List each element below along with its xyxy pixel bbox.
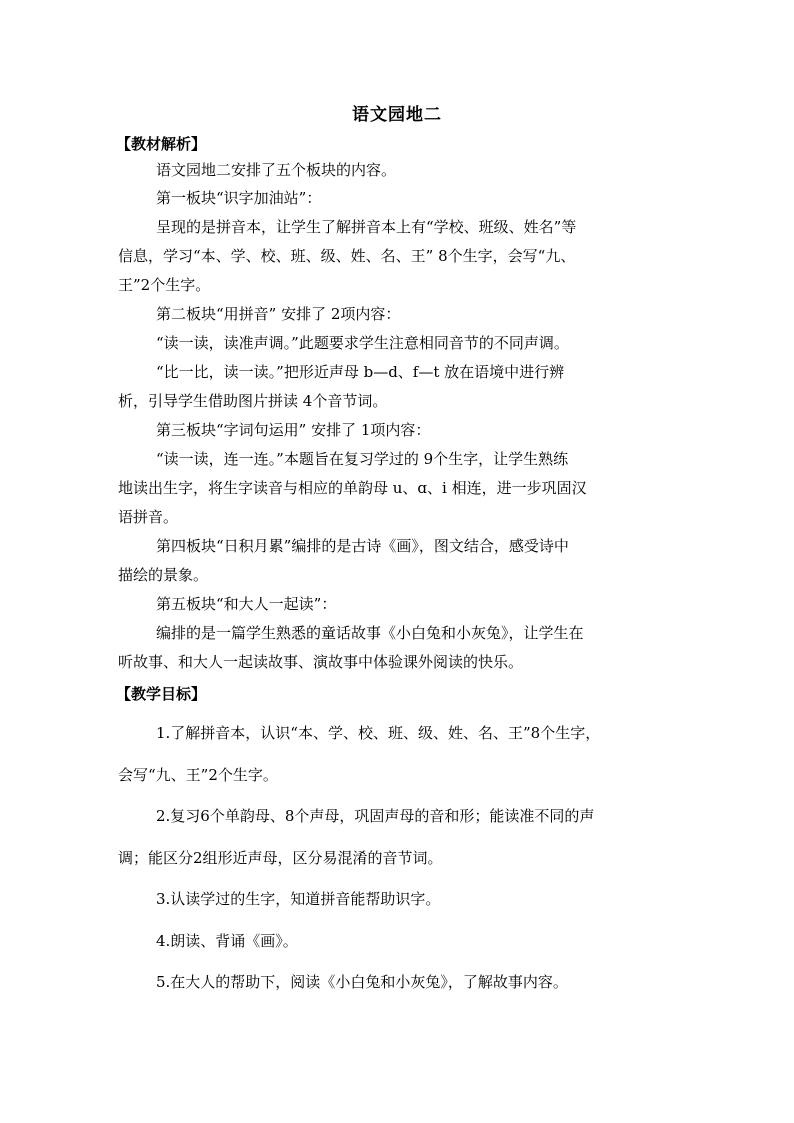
- section-heading-objectives: 【教学目标】: [116, 685, 207, 703]
- paragraph-line: 第四板块“日积月累”编排的是古诗《画》，图文结合，感受诗中: [156, 537, 569, 555]
- paragraph-line: “读一读，读准声调。”此题要求学生注意相同音节的不同声调。: [156, 334, 569, 352]
- objective-line: 调；能区分2组形近声母，区分易混淆的音节词。: [118, 849, 443, 867]
- objective-line: 4.朗读、背诵《画》。: [156, 932, 298, 950]
- paragraph-line: 第三板块“字词句运用” 安排了 1项内容：: [156, 421, 431, 439]
- paragraph-line: 王”2个生字。: [118, 276, 211, 294]
- objective-line: 5.在大人的帮助下，阅读《小白兔和小灰兔》，了解故事内容。: [156, 973, 568, 991]
- paragraph-line: “比一比，读一读。”把形近声母 b—d、f—t 放在语境中进行辨: [156, 363, 565, 381]
- objective-line: 2.复习6个单韵母、8个声母，巩固声母的音和形；能读准不同的声: [156, 807, 595, 825]
- paragraph-line: 第五板块“和大人一起读”：: [156, 595, 337, 613]
- objective-line: 1.了解拼音本，认识“本、学、校、班、级、姓、名、王”8个生字，: [156, 724, 601, 742]
- paragraph-line: 语文园地二安排了五个板块的内容。: [156, 161, 397, 179]
- paragraph-line: 第二板块“用拼音” 安排了 2项内容：: [156, 305, 401, 323]
- paragraph-line: 析，引导学生借助图片拼读 4个音节词。: [118, 392, 388, 410]
- section-heading-analysis: 【教材解析】: [116, 135, 207, 153]
- objective-line: 3.认读学过的生字，知道拼音能帮助识字。: [156, 890, 441, 908]
- paragraph-line: 听故事、和大人一起读故事、演故事中体验课外阅读的快乐。: [118, 653, 524, 671]
- paragraph-line: 编排的是一篇学生熟悉的童话故事《小白兔和小灰兔》，让学生在: [156, 624, 584, 642]
- paragraph-line: 第一板块“识字加油站”：: [156, 189, 322, 207]
- paragraph-line: 信息，学习“本、学、校、班、级、姓、名、王” 8个生字，会写“九、: [118, 247, 576, 265]
- objective-line: 会写“九、王”2个生字。: [118, 766, 278, 784]
- paragraph-line: 描绘的景象。: [118, 566, 209, 584]
- paragraph-line: “读一读，连一连。”本题旨在复习学过的 9个生字，让学生熟练: [156, 450, 569, 468]
- paragraph-line: 呈现的是拼音本，让学生了解拼音本上有“学校、班级、姓名”等: [156, 218, 577, 236]
- page-title: 语文园地二: [352, 105, 442, 125]
- paragraph-line: 语拼音。: [118, 508, 179, 526]
- paragraph-line: 地读出生字，将生字读音与相应的单韵母 u、ɑ、i 相连，进一步巩固汉: [118, 479, 587, 497]
